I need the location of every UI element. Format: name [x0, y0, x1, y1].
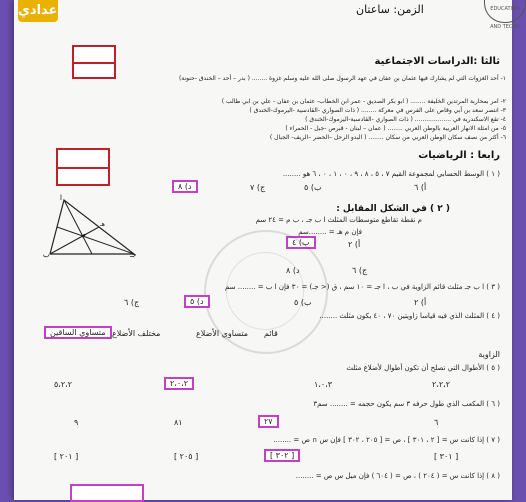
vertex-label-a: ا: [60, 194, 62, 202]
q3-option-b[interactable]: ب) ٥: [294, 298, 312, 307]
score-box-math: [56, 148, 110, 186]
midpoint-label: هـ: [100, 221, 105, 228]
q2-option-a[interactable]: أ) ٢: [348, 240, 361, 249]
math-question-5: ( ٥ ) الأطوال التي تصلح أن تكون أطوال لأضلاع مثلث: [346, 364, 500, 372]
social-question-4: ٤- تقع الاسكندرية في ................... ( ذات الصواري -القادسية-اليرموك-الخندق ): [305, 116, 506, 123]
median-b: [50, 227, 99, 254]
math-question-2-title: ( ٢ ) في الشكل المقابل :: [336, 204, 450, 214]
time-label: الزمن: ساعتان: [356, 3, 424, 16]
social-question-5: ٥- من امثلة الانهار العربية بالوطن العربي ........ ( عمان – لبنان - قبرص -جبل - الحمراء ): [285, 125, 506, 132]
q7-option-c[interactable]: [ ٢٠٥ ]: [174, 452, 199, 461]
median-c: [57, 227, 134, 254]
median-a: [64, 200, 92, 254]
vertex-label-b: ب: [43, 251, 50, 259]
q4-option-c[interactable]: مختلف الأضلاع: [112, 329, 161, 338]
q7-option-d[interactable]: [ ٢٠١ ]: [54, 452, 79, 461]
q1-option-a[interactable]: أ) ٦: [414, 183, 427, 192]
brand-logo: إعدادي: [18, 0, 58, 22]
q1-option-d-selected[interactable]: د) ٨: [172, 180, 198, 193]
q6-option-d[interactable]: ٩: [74, 418, 79, 427]
q2-option-d[interactable]: د) ٨: [286, 266, 300, 275]
social-question-2: ٢- امر بمحاربة المرتدين الخليفة ........ ( ابو بكر الصديق - عمر ابن الخطاب- عثمان بن عفان - علي بن ابي طالب ): [221, 98, 506, 105]
q5-option-c-selected[interactable]: ٢،٠،٢: [164, 377, 194, 390]
q5-option-a[interactable]: ٢،٢،٢: [432, 380, 451, 389]
q4-option-b[interactable]: متساوي الأضلاع: [196, 329, 249, 338]
q5-option-b[interactable]: ١،٠،٣: [314, 380, 333, 389]
social-question-6: ٦- أكثر من نصف سكان الوطن العربي من سكان ........ ( البدو الرحل –الحضر –الريف- الجبال ): [269, 134, 506, 141]
centroid-label: م: [82, 231, 86, 238]
math-question-2-text: م نقطة تقاطع متوسطات المثلث ا ب جـ ، ب م = ٢٤ سم: [255, 216, 422, 224]
q3-option-d[interactable]: ج) ٦: [124, 298, 140, 307]
q1-option-b[interactable]: ب) ٥: [304, 183, 322, 192]
section-title-social: ثالثا :الدراسات الاجتماعية: [374, 56, 500, 67]
math-question-7: ( ٧ ) إذا كانت س = [ ٢ ، ٣٠١ ] ، ص = [ ٢٠٥ ، ٣٠٢ ] فإن س ∩ ص = ........: [273, 436, 500, 444]
math-question-8: ( ٨ ) إذا كانت س = ( ٢٠٤ ) ، ص = ( ٦٠٤ ) فإن ميل س ص = ........: [295, 472, 500, 480]
section-title-math: رابعا : الرياضيات: [418, 150, 500, 161]
q8-answer-box-selected[interactable]: [70, 484, 144, 502]
social-question-1: ١- أحد الغزوات التي لم يشارك فيها عثمان بن عفان في عهد الرسول صلى الله عليه وسلم غزوة ........ ( بدر – أحد – الخندق -حنونة): [178, 75, 506, 82]
math-question-1: ( ١ ) الوسط الحسابي لمجموعة القيم ٧ ، ٥ ، ٨ ، ٩ ، ٠ ، ١ ، ٠ ، ٦ هو ........: [282, 170, 500, 178]
q5-option-d[interactable]: ٥،٢،٢: [54, 380, 73, 389]
math-question-3: ( ٣ ) ا ب جـ مثلث قائم الزاوية في ب ، ا جـ = ١٠ سم ، ق (< جـ) = ٣٠ فإن ا ب = ........ سم: [225, 283, 500, 291]
q2-option-c[interactable]: ج) ٦: [352, 266, 368, 275]
q2-option-b-selected[interactable]: ب) ٤: [286, 236, 316, 249]
math-question-4: ( ٤ ) المثلث الذي فيه قياسا زاويتين ٧٠ ، ٤٠ يكون مثلث ........: [319, 312, 500, 320]
math-question-2-blank: فإن م هـ = ........سم: [298, 228, 362, 236]
q6-option-a[interactable]: ٦: [434, 418, 439, 427]
exam-sheet: [14, 0, 520, 500]
q3-option-c-selected[interactable]: د) ٥: [184, 295, 210, 308]
seal-emblem: EDUCATION AND TECHN: [484, 0, 526, 23]
q3-option-a[interactable]: أ) ٢: [414, 298, 427, 307]
q7-option-a[interactable]: [ ٣٠١ ]: [434, 452, 459, 461]
vertex-label-c: جـ: [130, 251, 137, 259]
math-note-angle: الزاوية: [478, 350, 500, 359]
q4-option-a-selected[interactable]: متساوي الساقين: [44, 326, 112, 339]
q1-option-c[interactable]: ج) ٧: [250, 183, 266, 192]
q4-option-d[interactable]: قائم: [264, 329, 278, 338]
q6-option-b-selected[interactable]: ٢٧: [258, 415, 279, 428]
triangle-figure: [42, 196, 140, 258]
score-box-social: [72, 45, 116, 79]
social-question-3: ٣- انتصر سعد بن أبي وقاص على الفرس في معركة ........ ( ذات الصواري -القادسية -اليرموك-الخندق ): [249, 107, 506, 114]
q7-option-b-selected[interactable]: [ ٣٠٢ ]: [264, 449, 300, 462]
math-question-6: ( ٦ ) المكعب الذي طول حرفه ٣ سم يكون حجمه = ........ سم٣: [313, 400, 500, 408]
q6-option-c[interactable]: ٨١: [174, 418, 183, 427]
triangle-outline: [50, 200, 134, 254]
